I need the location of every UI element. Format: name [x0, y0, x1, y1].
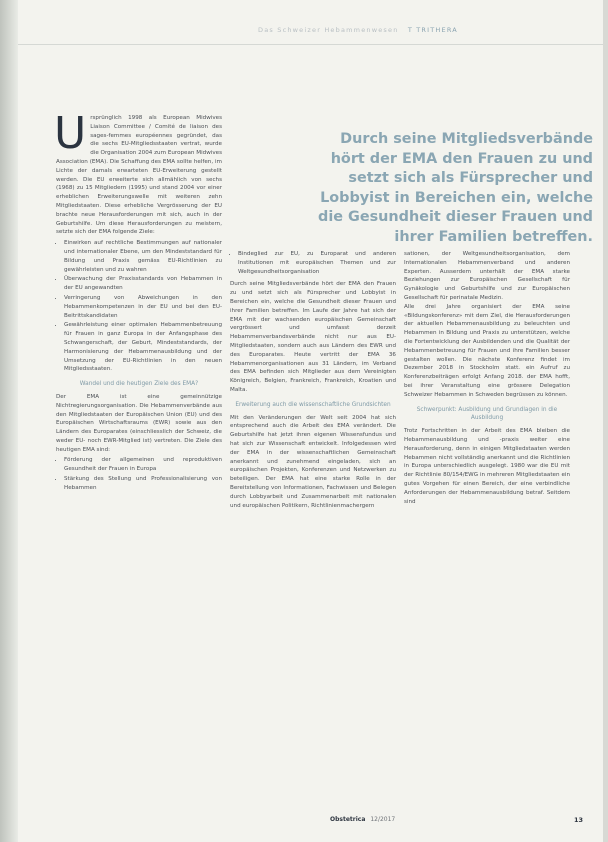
subheading: Erweiterung auch die wissenschaftliche Grundsichten [235, 401, 391, 408]
paragraph: Durch seine Mitgliedsverbände hört der EMA den Frauen zu und setzt sich als Fürsprecher und Lobbyist in Bereichen ein, welche die Gesundheit dieser Frauen und ihrer Familien betreffen. Im Laufe der Jahre hat sich der EMA mit der wachsenden europäischen Gemeinschaft vergrössert und umfasst derzeit Hebammenverbandsverbände nicht nur aus EU-Mitgliedstaaten, sondern auch aus Ländern des EWR und des Europarates. Heute vertritt der EMA 36 Hebammenorganisationen aus 31 Ländern, im Verband des EMA befinden sich Mitglieder aus dem Vereinigten Königreich, Belgien, Frankreich, Frankreich, Kroatien und Malta. [230, 281, 396, 393]
list-item: • Einwirken auf rechtliche Bestimmungen auf nationaler und internationaler Ebene, um den Mindeststandard für Bildung und Praxis gemäss EU-Richtlinien zu gewährleisten und zu wahren [64, 239, 222, 274]
issue-number: 12/2017 [370, 816, 396, 823]
goals-list [56, 239, 222, 374]
goals-list-2 [56, 456, 222, 492]
binding-edge [0, 0, 18, 842]
subheading: Wandel und die heutigen Ziele des EMA? [79, 381, 199, 388]
drop-cap: U [54, 108, 87, 159]
list-item: • Gewährleistung einer optimalen Hebammenbetreuung für Frauen in ganz Europa in der Anfangsphase des Schwangerschaft, der Geburt, Mindeststandards, der Harmonisierung der Hebammenausbildung und der Umsetzung der EU-Richtlinien in den neuen Mitgliedsstaaten. [64, 321, 222, 374]
paragraph: Alle drei Jahre organisiert der EMA seine «Bildungskonferenz» mit dem Ziel, die Herausforderungen der aktuellen Hebammenausbildung zu beleuchten und Hebammen in Bildung und Praxis zu unterstützen, welche die Fortentwicklung der Ausbildenden und die Qualität der Hebammenbetreuung für Frauen und ihre Familien besser gestalten wollen. Die nächste Konferenz findet im Dezember 2018 in Stockholm statt. ein Aufruf zu Konferenzbeiträgen erfolgt Anfang 2018. der EMA hofft, bei ihrer Veranstaltung eine grössere Delegation Schweizer Hebammen in Schweden begrüssen zu können. [404, 303, 570, 398]
intro-paragraph [54, 108, 222, 237]
bullet-list [230, 250, 396, 276]
page-number: 13 [574, 816, 584, 824]
subheading: Schwerpunkt: Ausbildung und Grundlagen in die Ausbildung [416, 406, 558, 422]
footer [330, 816, 395, 823]
list-item: • Verringerung von Abweichungen in den Hebammenkompetenzen in der EU und bei den EU-Beitrittskandidaten [64, 294, 222, 320]
list-item: • Bindeglied zur EU, zu Europarat und anderen Institutionen mit europäischen Themen und zur Weltgesundheitsorganisation [238, 250, 396, 276]
list-item: • Überwachung der Praxisstandards von Hebammen in der EU angewandten [64, 275, 222, 293]
header-brand: T TRITHERA [407, 26, 458, 34]
column-3 [404, 250, 570, 506]
intro-text: rsprünglich 1998 als European Midwives Liaison Committee / Comité de liaison des sages-femmes européennes gegründet, das die sechs EU-Mitgliedsstaaten vertrat, wurde die Organisation 2004 zum European Midwives Association (EMA). Die Schaffung des EMA sollte helfen, im Lichte der damals erwarteten EU-Erweiterung gestellt werden. Die EU erweiterte sich allmählich von sechs (1968) zu 15 Mitgliedern (1995) und stand 2004 vor einer erheblichen Erweiterungswelle mit weiteren zehn Mitgliedstaaten. Diese erhebliche Vergrösserung der EU brachte neue Herausforderungen mit sich, auch in der Geburtshilfe. Um diese Herausforderungen zu meistern, setzte sich der EMA folgende Ziele: [56, 115, 222, 236]
pull-quote: Durch seine Mitgliedsverbände hört der EMA den Frauen zu und setzt sich als Fürsprecher und Lobbyist in Bereichen ein, welche die Gesundheit dieser Frauen und ihrer Familien betreffen. [318, 131, 593, 245]
paragraph: Der EMA ist eine gemeinnützige Nichtregierungsorganisation. Die Hebammenverbände aus den Mitgliedstaaten der Europäischen Union (EU) und des Europäischen Wirtschaftsraums (EWR) sowie aus den Ländern des Europarates (einschliesslich der Schweiz, die weder EU- noch EWR-Mitglied ist) vertreten. Die Ziele des heutigen EMA sind: [56, 393, 222, 453]
paragraph: Mit den Veränderungen der Welt seit 2004 hat sich entsprechend auch die Arbeit des EMA verändert. Die Geburtshilfe hat jetzt ihren eigenen Wissensfundus und hat sich zur Wissenschaft entwickelt. Infolgedessen wird der EMA in der wissenschaftlichen Gemeinschaft anerkannt und zunehmend eingeladen, sich an europäischen Projekten, Konferenzen und Netzwerken zu beteiligen. Der EMA hat eine starke Rolle in der Bereitstellung von Informationen, Fachwissen und Belegen durch Lobbyarbeit und Zusammenarbeit mit nationalen und europäischen Politikern, Richtlinienmachergern [230, 414, 396, 509]
magazine-page [18, 0, 603, 842]
magazine-name: Obstetrica [330, 816, 366, 823]
column-2 [230, 250, 396, 510]
paragraph: sationen, der Weltgesundheitsorganisation, dem Internationalen Hebammenverband und anderen Experten. Ausserdem unterhält der EMA starke Beziehungen zur Europäischen Gesellschaft für Gynäkologie und Geburtshilfe und zur Europäischen Gesellschaft für perinatale Medizin. [404, 251, 570, 301]
list-item: • Förderung der allgemeinen und reproduktiven Gesundheit der Frauen in Europa [64, 456, 222, 474]
paragraph: Trotz Fortschritten in der Arbeit des EMA bleiben die Hebammenausbildung und -praxis weiter eine Herausforderung, denn in einigen Mitgliedstaaten werden Hebammen nicht vollständig anerkannt und die Richtlinien in Europa unterschiedlich ausgelegt. 1980 war die EU mit der Richtlinie 80/154/EWG in mehreren Mitgliedstaaten ein gutes Vorgehen für einen Bereich, der eine verbindliche Anforderungen der Hebammenausbildung betraf. Seitdem sind [404, 428, 570, 505]
header-rule [18, 44, 603, 45]
list-item: • Stärkung des Stellung und Professionalisierung von Hebammen [64, 475, 222, 493]
column-1 [54, 108, 222, 497]
running-header [258, 26, 458, 34]
header-section: Das Schweizer Hebammenwesen [258, 26, 399, 34]
